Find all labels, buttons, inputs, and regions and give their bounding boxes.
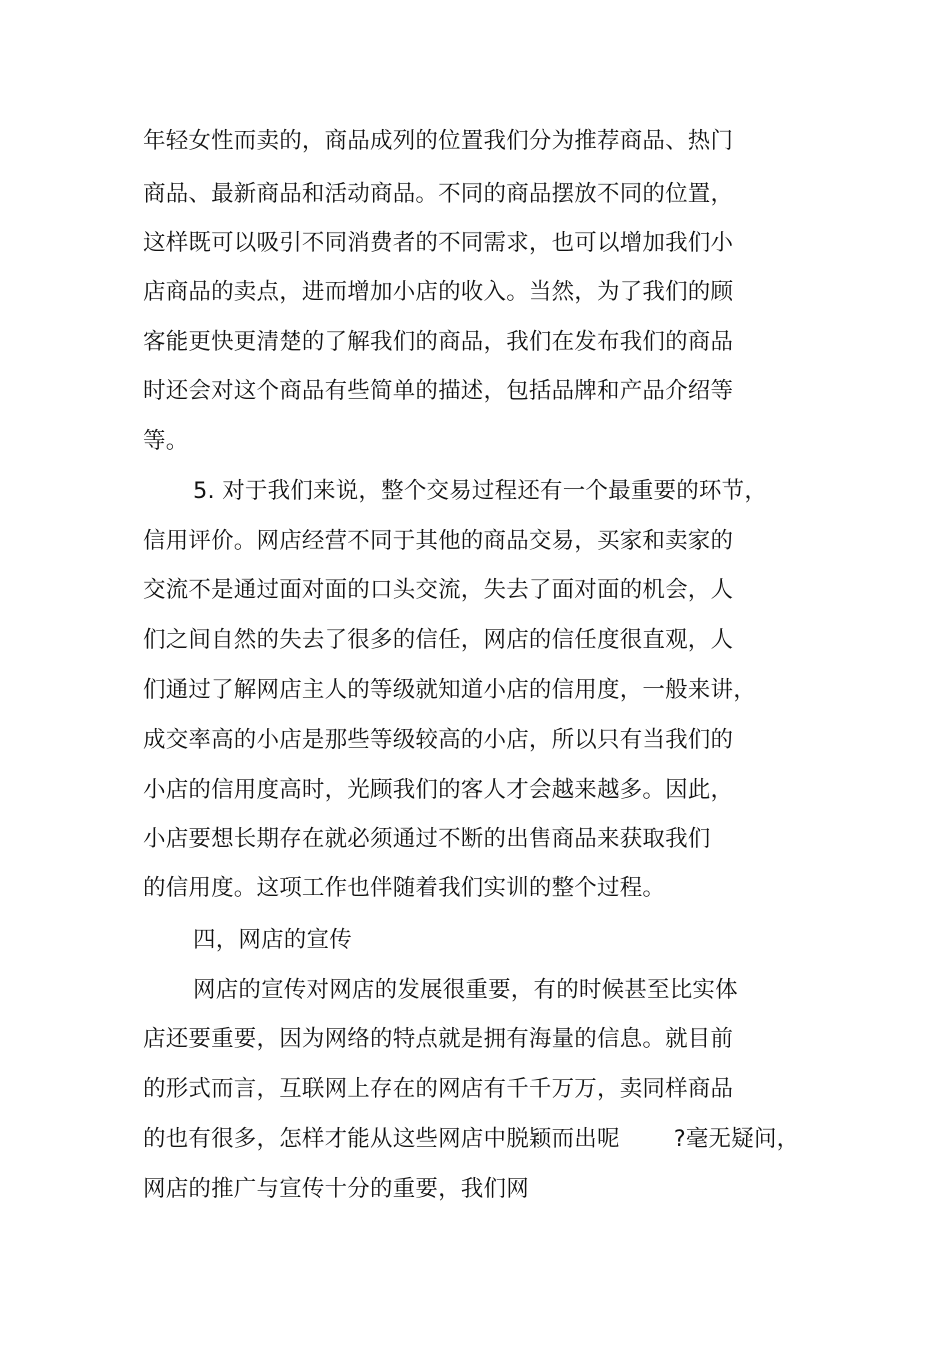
text-line: 们通过了解网店主人的等级就知道小店的信用度，一般来讲， (143, 677, 756, 703)
text-line-item-5: 5. 对于我们来说，整个交易过程还有一个最重要的环节， (193, 478, 768, 504)
text-line: 这样既可以吸引不同消费者的不同需求，也可以增加我们小 (143, 230, 734, 256)
text-line (143, 1124, 799, 1154)
text-segment: 的也有很多，怎样才能从这些网店中脱颖而出呢 (143, 1126, 620, 1152)
text-segment: ?毫无疑问， (673, 1126, 800, 1152)
text-line: 客能更快更清楚的了解我们的商品，我们在发布我们的商品 (143, 329, 734, 355)
text-line: 交流不是通过面对面的口头交流，失去了面对面的机会，人 (143, 577, 734, 603)
text-line: 网店的宣传对网店的发展很重要，有的时候甚至比实体 (193, 977, 738, 1003)
text-line: 的信用度。这项工作也伴随着我们实训的整个过程。 (143, 875, 666, 901)
text-line: 店商品的卖点，进而增加小店的收入。当然，为了我们的顾 (143, 279, 734, 305)
text-line: 商品、最新商品和活动商品。不同的商品摆放不同的位置， (143, 181, 734, 207)
text-line: 年轻女性而卖的，商品成列的位置我们分为推荐商品、热门 (143, 128, 734, 154)
section-heading: 四，网店的宣传 (193, 927, 352, 953)
text-line: 等。 (143, 428, 189, 454)
text-line: 的形式而言，互联网上存在的网店有千千万万，卖同样商品 (143, 1076, 734, 1102)
text-line: 们之间自然的失去了很多的信任，网店的信任度很直观，人 (143, 627, 734, 653)
text-line: 时还会对这个商品有些简单的描述，包括品牌和产品介绍等 (143, 378, 734, 404)
text-line: 网店的推广与宣传十分的重要，我们网 (143, 1176, 529, 1202)
text-line: 成交率高的小店是那些等级较高的小店，所以只有当我们的 (143, 727, 734, 753)
text-line: 店还要重要，因为网络的特点就是拥有海量的信息。就目前 (143, 1026, 734, 1052)
text-line: 小店要想长期存在就必须通过不断的出售商品来获取我们 (143, 826, 711, 852)
text-line: 小店的信用度高时，光顾我们的客人才会越来越多。因此， (143, 777, 734, 803)
text-line: 信用评价。网店经营不同于其他的商品交易，买家和卖家的 (143, 528, 734, 554)
